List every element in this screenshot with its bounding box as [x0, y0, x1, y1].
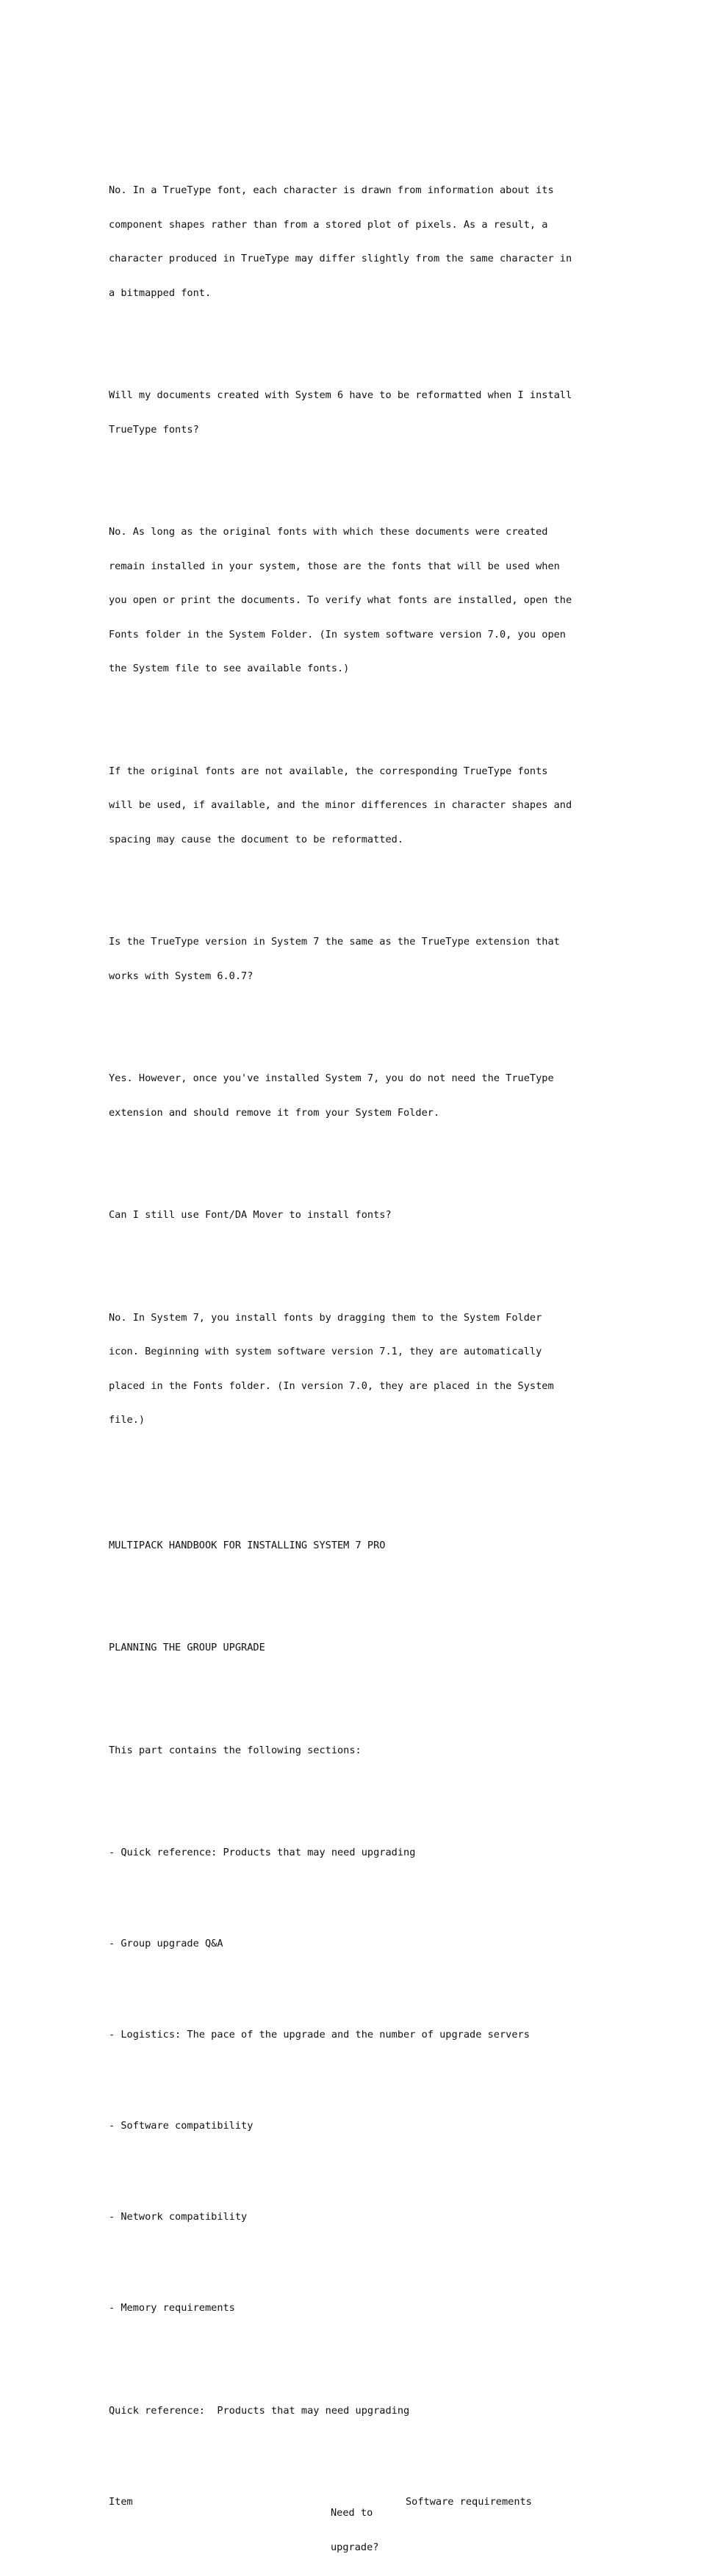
text-line: No. In a TrueType font, each character is drawn from information about its	[109, 184, 554, 196]
text-line: remain installed in your system, those are the fonts that will be used when	[109, 560, 560, 572]
text-line: works with System 6.0.7?	[109, 970, 254, 982]
part-title	[109, 1620, 638, 1677]
qa-block-answer	[109, 504, 638, 698]
text-line: Fonts folder in the System Folder. (In system software version 7.0, you open	[109, 628, 566, 641]
quick-reference-heading	[109, 2383, 638, 2440]
text-line: No. In System 7, you install fonts by dragging them to the System Folder	[109, 1311, 542, 1324]
text-line: If the original fonts are not available, the corresponding TrueType fonts	[109, 765, 548, 777]
list-item: - Network compatibility	[109, 2211, 248, 2223]
text-line: icon. Beginning with system software version 7.1, they are automatically	[109, 1346, 542, 1357]
text-line: Yes. However, once you've installed System 7, you do not need the TrueType	[109, 1072, 554, 1084]
qa-block-answer	[109, 743, 638, 869]
section-list-item	[109, 2098, 638, 2155]
section-list-item	[109, 1916, 638, 1973]
heading-text: PLANNING THE GROUP UPGRADE	[109, 1642, 265, 1653]
text-line: a bitmapped font.	[109, 286, 212, 299]
list-item: - Quick reference: Products that may need upgrading	[109, 1847, 416, 1858]
section-list-item	[109, 2280, 638, 2337]
text-line: TrueType fonts?	[109, 423, 199, 436]
text-line: Can I still use Font/DA Mover to install fonts?	[109, 1209, 392, 1221]
table-header	[109, 2485, 638, 2553]
heading-text: MULTIPACK HANDBOOK FOR INSTALLING SYSTEM 7 PRO	[109, 1539, 386, 1551]
column-header-need-to-upgrade	[331, 2485, 378, 2576]
list-item: - Software compatibility	[109, 2120, 254, 2132]
list-item: - Group upgrade Q&A	[109, 1938, 223, 1949]
intro-paragraph	[109, 1722, 638, 1780]
text-line: Is the TrueType version in System 7 the same as the TrueType extension that	[109, 936, 560, 948]
qa-block-answer	[109, 1290, 638, 1449]
section-list-item	[109, 2189, 638, 2246]
column-header-software-requirements: Software requirements	[406, 2495, 532, 2508]
heading-text: Quick reference: Products that may need upgrading	[109, 2404, 410, 2417]
text-line: will be used, if available, and the minor differences in character shapes and	[109, 799, 572, 811]
section-list-item	[109, 1825, 638, 1882]
text-line: This part contains the following sections:	[109, 1744, 362, 1756]
text-line: character produced in TrueType may differ slightly from the same character in	[109, 253, 572, 264]
qa-block-answer	[109, 1050, 638, 1141]
column-header-line: upgrade?	[331, 2541, 379, 2553]
text-line: placed in the Fonts folder. (In version 7.0, they are placed in the System	[109, 1379, 554, 1392]
text-line: component shapes rather than from a stored plot of pixels. As a result, a	[109, 218, 548, 231]
text-line: Will my documents created with System 6 have to be reformatted when I install	[109, 389, 572, 401]
list-item: - Logistics: The pace of the upgrade and the number of upgrade servers	[109, 2029, 530, 2041]
text-line: file.)	[109, 1414, 145, 1426]
qa-block-question	[109, 1187, 638, 1244]
text-line: spacing may cause the document to be reformatted.	[109, 833, 404, 845]
section-list-item	[109, 2007, 638, 2064]
column-header-item: Item	[109, 2495, 133, 2508]
list-item: - Memory requirements	[109, 2302, 235, 2314]
text-line: extension and should remove it from your System Folder.	[109, 1106, 440, 1119]
text-line: No. As long as the original fonts with which these documents were created	[109, 526, 548, 538]
text-line: the System file to see available fonts.)	[109, 663, 350, 674]
text-line: you open or print the documents. To verify what fonts are installed, open the	[109, 594, 572, 606]
qa-block-question	[109, 367, 638, 458]
document-page	[109, 117, 638, 2553]
handbook-title	[109, 1518, 638, 1575]
column-header-line: Need to	[331, 2507, 373, 2519]
qa-block-question	[109, 914, 638, 1005]
qa-block-answer	[109, 162, 638, 322]
